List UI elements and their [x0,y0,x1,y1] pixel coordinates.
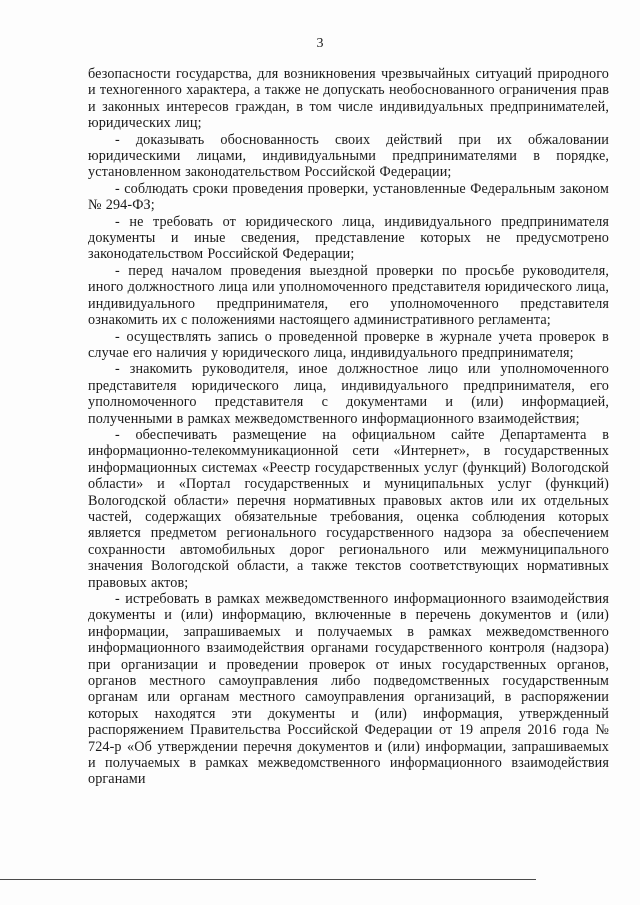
list-item: - осуществлять запись о проведенной проверке в журнале учета проверок в случае его наличия у юридического лица, индивидуального предпринимателя; [88,328,609,361]
page-bottom-rule [0,879,536,880]
list-item: - знакомить руководителя, иное должностное лицо или уполномоченного представителя юридического лица, индивидуального предпринимателя, его уполномоченного представителя с документами и (или) информацией, полученными в рамках межведомственного информационного взаимодействия; [88,361,609,427]
list-item: - перед началом проведения выездной проверки по просьбе руководителя, иного должностного лица или уполномоченного представителя юридического лица, индивидуального предпринимателя, его уполномоченного представителя ознакомить их с положениями настоящего административного регламента; [88,262,609,329]
paragraph-continuation: безопасности государства, для возникновения чрезвычайных ситуаций природного и техногенного характера, а также не допускать необоснованного ограничения прав и законных интересов граждан, в том числе индивидуальных предпринимателей, юридических лиц; [88,66,609,132]
list-item: - истребовать в рамках межведомственного информационного взаимодействия документы и (или) информацию, включенные в перечень документов и (или) информации, запрашиваемых и получаемых в рамках межведомственного информационного взаимодействия органами государственного контроля (надзора) при организации и проведении проверок от иных государственных органов, органов местного самоуправления либо подведомственных государственным органам или органам местного самоуправления организаций, в распоряжении которых находятся эти документы и (или) информация, утвержденный распоряжением Правительства Российской Федерации от 19 апреля 2016 года № 724-р «Об утверждении перечня документов и (или) информации, запрашиваемых и получаемых в рамках межведомственного информационного взаимодействия органами [88,591,609,788]
list-item: - доказывать обоснованность своих действий при их обжаловании юридическими лицами, индивидуальными предпринимателями в порядке, установленном законодательством Российской Федерации; [88,131,609,181]
list-item: - не требовать от юридического лица, индивидуального предпринимателя документы и иные сведения, представление которых не предусмотрено законодательством Российской Федерации; [88,213,609,263]
page-number: 3 [316,36,324,51]
list-item: - соблюдать сроки проведения проверки, установленные Федеральным законом № 294-ФЗ; [88,180,609,214]
document-body [88,66,609,788]
list-item: - обеспечивать размещение на официальном сайте Департамента в информационно-телекоммуникационной сети «Интернет», в государственных информационных системах «Реестр государственных услуг (функций) Вологодской области» и «Портал государственных и муниципальных услуг (функций) Вологодской области» перечня нормативных правовых актов или их отдельных частей, содержащих обязательные требования, оценка соблюдения которых является предметом регионального государственного надзора за обеспечением сохранности автомобильных дорог регионального или межмуниципального значения Вологодской области, а также текстов соответствующих нормативных правовых актов; [88,426,609,591]
